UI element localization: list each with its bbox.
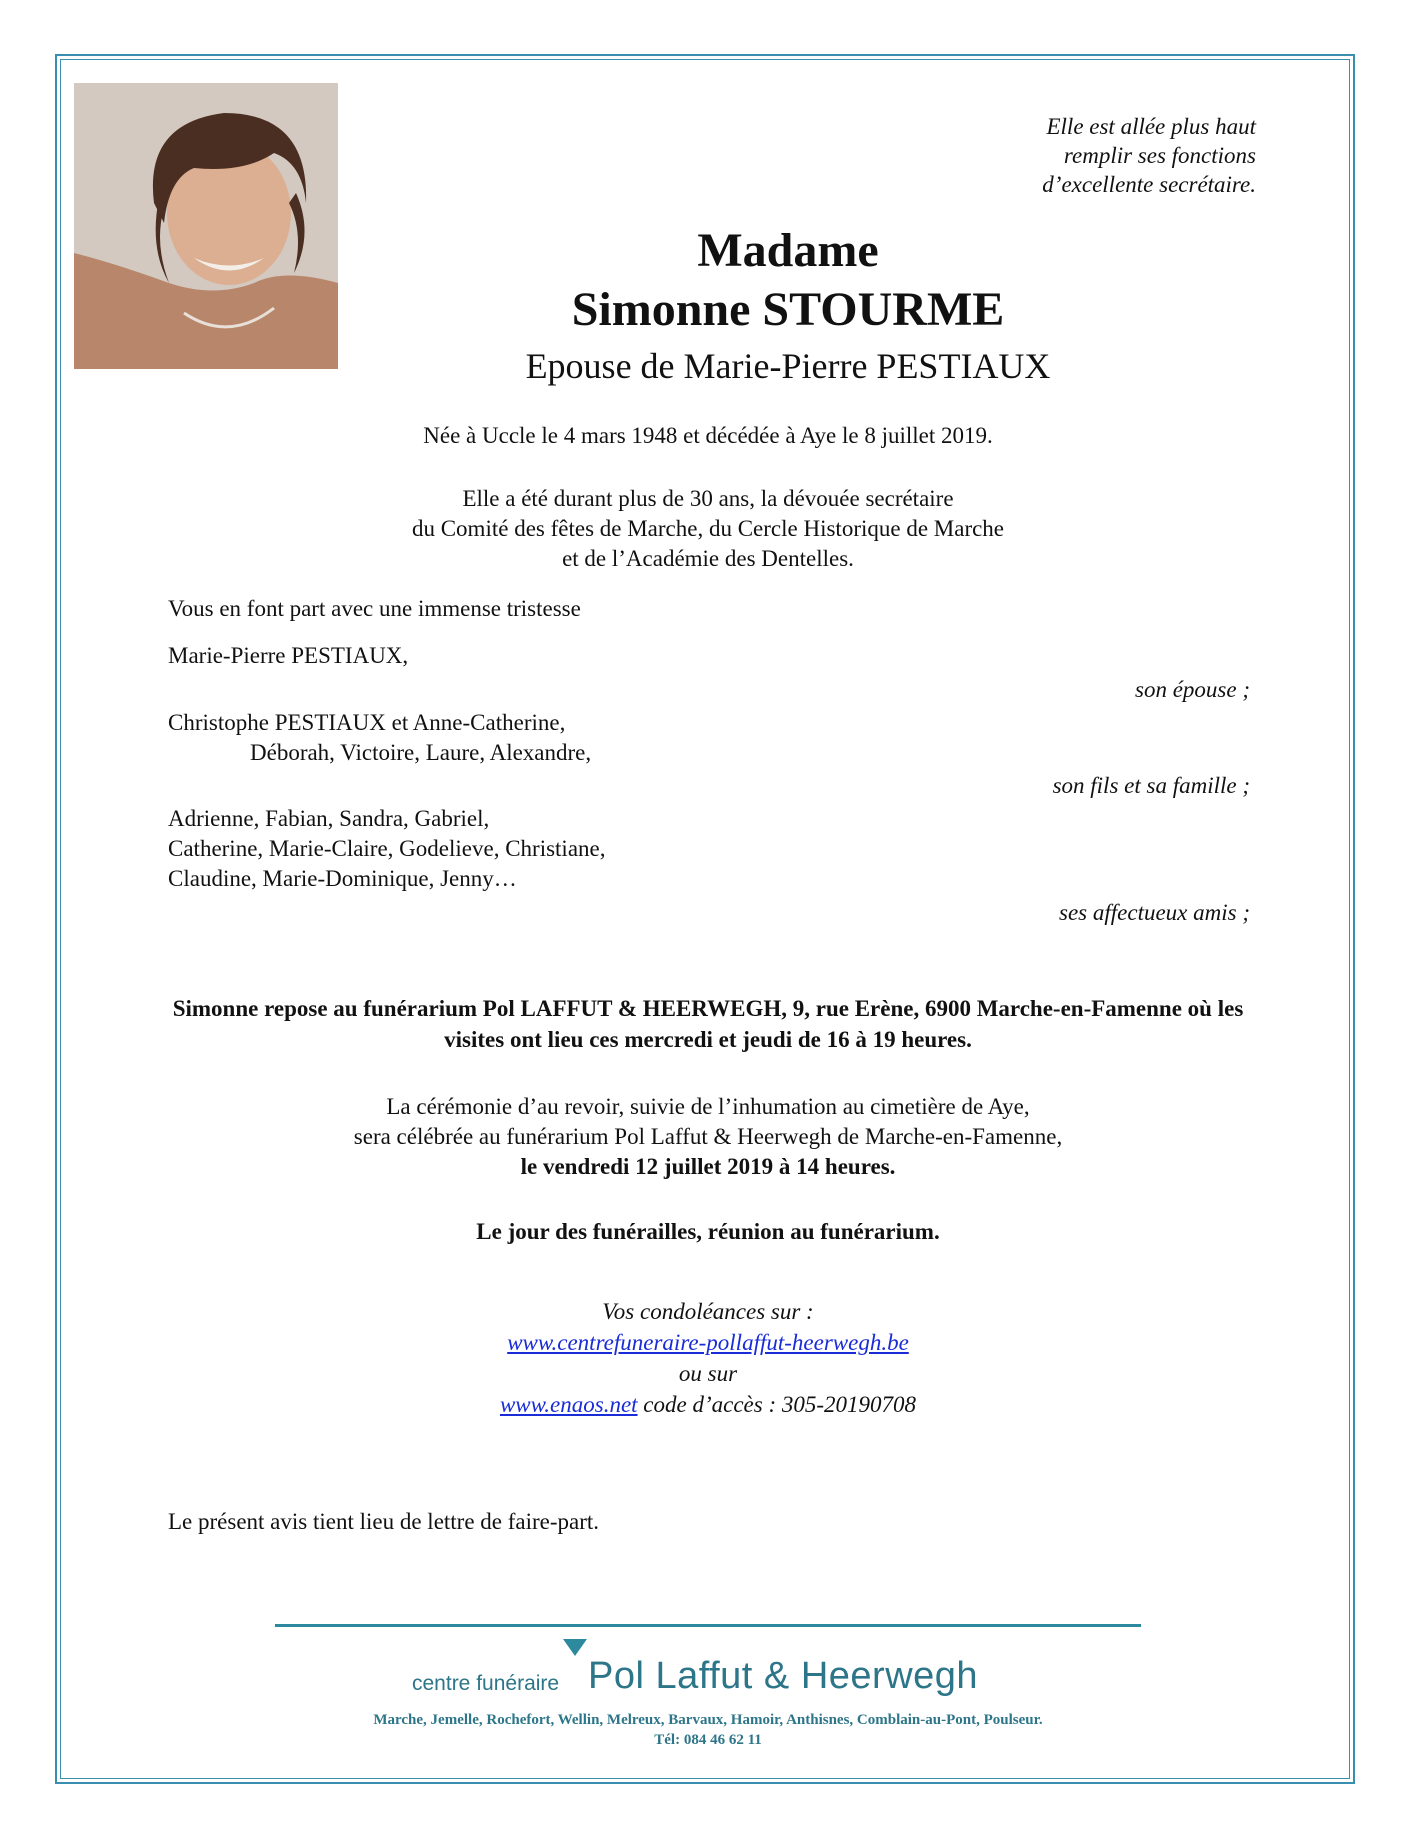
logo-small-text: centre funéraire (412, 1672, 560, 1695)
epigraph (856, 112, 1256, 199)
family-son-line: Christophe PESTIAUX et Anne-Catherine, (168, 710, 566, 735)
epigraph-line: Elle est allée plus haut (1046, 114, 1256, 139)
service-line: La cérémonie d’au revoir, suivie de l’inhumation au cimetière de Aye, (386, 1094, 1030, 1119)
career-line: et de l’Académie des Dentelles. (562, 546, 854, 571)
access-code: code d’accès : 305-20190708 (637, 1392, 917, 1417)
friends-line: Adrienne, Fabian, Sandra, Gabriel, (168, 806, 490, 831)
condolences-intro: Vos condoléances sur : (602, 1299, 814, 1324)
footer-phone: Tél: 084 46 62 11 (654, 1732, 762, 1748)
career-line: du Comité des fêtes de Marche, du Cercle Historique de Marche (411, 516, 1005, 541)
service-paragraph (0, 1092, 1416, 1182)
title-honorific: Madame (697, 224, 879, 277)
epigraph-line: d’excellente secrétaire. (1042, 172, 1256, 197)
family-son-line: Déborah, Victoire, Laure, Alexandre, (250, 740, 592, 765)
meeting-line: Le jour des funérailles, réunion au funérarium. (476, 1219, 940, 1244)
service-line: sera célébrée au funérarium Pol Laffut & Heerwegh de Marche-en-Famenne, (353, 1124, 1063, 1149)
condolences-link-funeral-center[interactable]: www.centrefuneraire-pollaffut-heerwegh.be (507, 1330, 909, 1355)
condolences-block (0, 1296, 1416, 1420)
logo-brand-name: Pol Laffut & Heerwegh (588, 1655, 979, 1697)
family-son-role: son fils et sa famille ; (1052, 773, 1250, 798)
title-name: Simonne STOURME (571, 283, 1005, 336)
spouse-line: Epouse de Marie-Pierre PESTIAUX (525, 346, 1051, 386)
announce-line: Vous en font part avec une immense tristesse (168, 596, 581, 621)
repose-paragraph: Simonne repose au funérarium Pol LAFFUT & HEERWEGH, 9, rue Erène, 6900 Marche-en-Famenne où les visites ont lieu ces mercredi et jeudi de 16 à 19 heures. (172, 996, 1244, 1052)
notice-line: Le présent avis tient lieu de lettre de faire-part. (168, 1509, 600, 1534)
friends-line: Catherine, Marie-Claire, Godelieve, Christiane, (168, 836, 606, 861)
logo-triangle-icon (563, 1639, 587, 1656)
family-spouse-name: Marie-Pierre PESTIAUX, (168, 643, 409, 668)
condolences-link-enaos[interactable]: www.enaos.net (499, 1392, 638, 1417)
friends-role: ses affectueux amis ; (1059, 900, 1250, 925)
epigraph-line: remplir ses fonctions (1063, 143, 1256, 168)
friends-line: Claudine, Marie-Dominique, Jenny… (168, 866, 517, 891)
birth-death-line: Née à Uccle le 4 mars 1948 et décédée à Aye le 8 juillet 2019. (423, 423, 993, 448)
service-date: le vendredi 12 juillet 2019 à 14 heures. (520, 1154, 896, 1179)
family-spouse-role: son épouse ; (1135, 677, 1250, 702)
footer-towns: Marche, Jemelle, Rochefort, Wellin, Melreux, Barvaux, Hamoir, Anthisnes, Comblain-au-Pont, Poulseur. (373, 1712, 1043, 1728)
condolences-or: ou sur (678, 1361, 738, 1386)
career-line: Elle a été durant plus de 30 ans, la dévouée secrétaire (462, 486, 954, 511)
career-paragraph (0, 484, 1416, 574)
footer-rule (275, 1624, 1141, 1627)
